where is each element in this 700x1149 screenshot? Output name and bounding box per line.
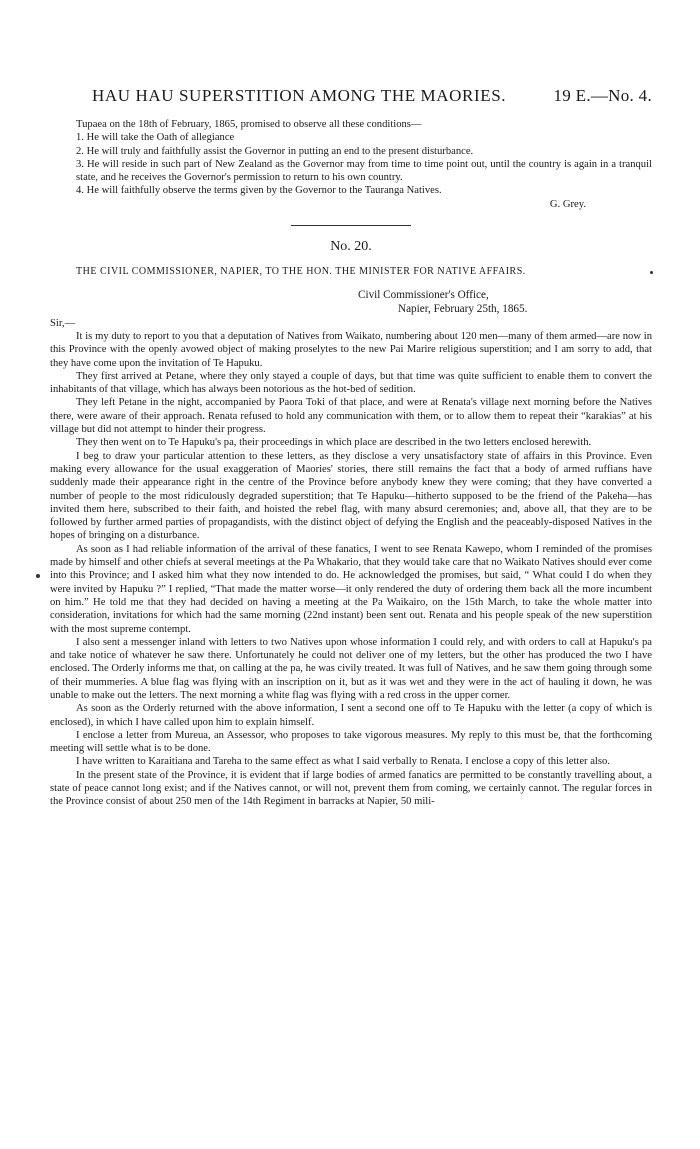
addressee-line: THE CIVIL COMMISSIONER, NAPIER, TO THE HON. THE MINISTER FOR NATIVE AFFAIRS. xyxy=(76,266,526,278)
letter-paragraph: As soon as the Orderly returned with the above information, I sent a second one off to Te Hapuku with the letter (a copy of which is enclosed), in which I have called upon him to explain himself. xyxy=(50,703,652,728)
body-text xyxy=(50,118,652,809)
date-line: Napier, February 25th, 1865. xyxy=(398,302,528,315)
letter-paragraph: I have written to Karaitiana and Tareha to the same effect as what I said verbally to Renata. I enclose a copy of this letter also. xyxy=(76,756,610,768)
page-header xyxy=(50,86,652,110)
condition-item: 3. He will reside in such part of New Zealand as the Governor may from time to time point out, until the country is again in a tranquil state, and he receives the Governor's permission to return to his own country. xyxy=(76,158,652,184)
document-number: No. 20. xyxy=(330,239,372,255)
running-title: HAU HAU SUPERSTITION AMONG THE MAORIES. xyxy=(92,86,507,105)
letter-paragraph: They then went on to Te Hapuku's pa, their proceedings in which place are described in the two letters enclosed herewith. xyxy=(76,437,592,449)
section-divider xyxy=(291,225,411,226)
letter-paragraph: It is my duty to report to you that a deputation of Natives from Waikato, numbering about 120 men—many of them armed—are now in this Province with the openly avowed object of making proselytes to the new Pai Marire religious superstition; and I am sorry to add, that they have come upon the invitation of Te Hapuku. xyxy=(50,330,652,369)
condition-item: 4. He will faithfully observe the terms given by the Governor to the Tauranga Natives. xyxy=(76,185,442,197)
margin-mark xyxy=(36,574,40,578)
office-line: Civil Commissioner's Office, xyxy=(358,288,489,301)
letter-paragraph: They first arrived at Petane, where they only stayed a couple of days, but that time was quite sufficient to enable them to convert the inhabitants of that village, which has always been notorious as the hot-bed of sedition. xyxy=(50,370,652,396)
letter-paragraph: I beg to draw your particular attention to these letters, as they disclose a very unsatisfactory state of affairs in this Province. Even making every allowance for the usual exaggeration of Maories' stories, there still remains the fact that a body of armed ruffians have suddenly made their appearance right in the centre of the Province before anybody knew they were coming; that they have converted a number of people to the most ridiculously degraded superstition; that Te Hapuku—hitherto supposed to be the friend of the Pakeha—has invited them here, subscribed to their faith, and hoisted the rebel flag, with many absurd ceremonies; and, above all, that they are to be followed by further armed parties of propagandists, with the distinct object of defying the English and the peaceably-disposed Natives in the hopes of bringing on a disturbance. xyxy=(50,450,652,542)
letter-paragraph: I enclose a letter from Mureua, an Assessor, who proposes to take vigorous measures. My reply to this must be, that the forthcoming meeting will settle what is to be done. xyxy=(50,729,652,755)
letter-paragraph: I also sent a messenger inland with letters to two Natives upon whose information I could rely, and with orders to call at Hapuku's pa and take notice of whatever he saw there. Unfortunately he could not deliver one of my letters, but the other has produced the two I have enclosed. The Orderly informs me that, on calling at the pa, he was civily treated. It was full of Natives, and he saw them going through some of their mummeries. A blue flag was flying with an inscription on it, but as it was wet and they were in the act of hauling it down, he was unable to make out the letters. The next morning a white flag was flying with a red cross in the upper corner. xyxy=(50,636,652,701)
condition-item: 2. He will truly and faithfully assist the Governor in putting an end to the present disturbance. xyxy=(76,145,474,157)
signature: G. Grey. xyxy=(549,198,586,210)
letter-paragraph: They left Petane in the night, accompanied by Paora Toki of that place, and were at Renata's village next morning before the Natives there, were aware of their approach. Renata refused to hold any communication with them, or to allow them to repeat their “karakias” at his village but did not attempt to hinder their progress. xyxy=(50,397,652,436)
condition-item: 1. He will take the Oath of allegiance xyxy=(76,132,235,144)
salutation: Sir,— xyxy=(50,317,76,329)
letter-paragraph: In the present state of the Province, it is evident that if large bodies of armed fanatics are permitted to be constantly travelling about, a state of peace cannot long exist; and if the Natives cannot, or will not, prevent them from coming, we certainly cannot. The regular forces in the Province consist of about 250 men of the 14th Regiment in barracks at Napier, 50 mili- xyxy=(50,769,652,808)
intro-line: Tupaea on the 18th of February, 1865, promised to observe all these conditions— xyxy=(76,119,422,130)
page-reference: 19 E.—No. 4. xyxy=(553,86,652,105)
letter-paragraph: As soon as I had reliable information of the arrival of these fanatics, I went to see Renata Kawepo, whom I reminded of the promises made by himself and other chiefs at several meetings at the Pa Whakario, that they would take care that no Waikato Natives should ever come into this Province; and I asked him what they now intended to do. He acknowledged the promises, but said, “ What could I do when they were invited by Hapuku ?” I replied, “That made the matter worse—it only rendered the duty of ordering them back all the more incumbent on him.” He told me that they had decided on having a meeting at the Pa Waikairo, on the 15th March, to take the whole matter into consideration, invitations for which had the same morning (22nd instant) been sent out. Renata and his people speak of the new superstition with the most supreme contempt. xyxy=(50,543,652,635)
margin-mark xyxy=(650,271,653,274)
